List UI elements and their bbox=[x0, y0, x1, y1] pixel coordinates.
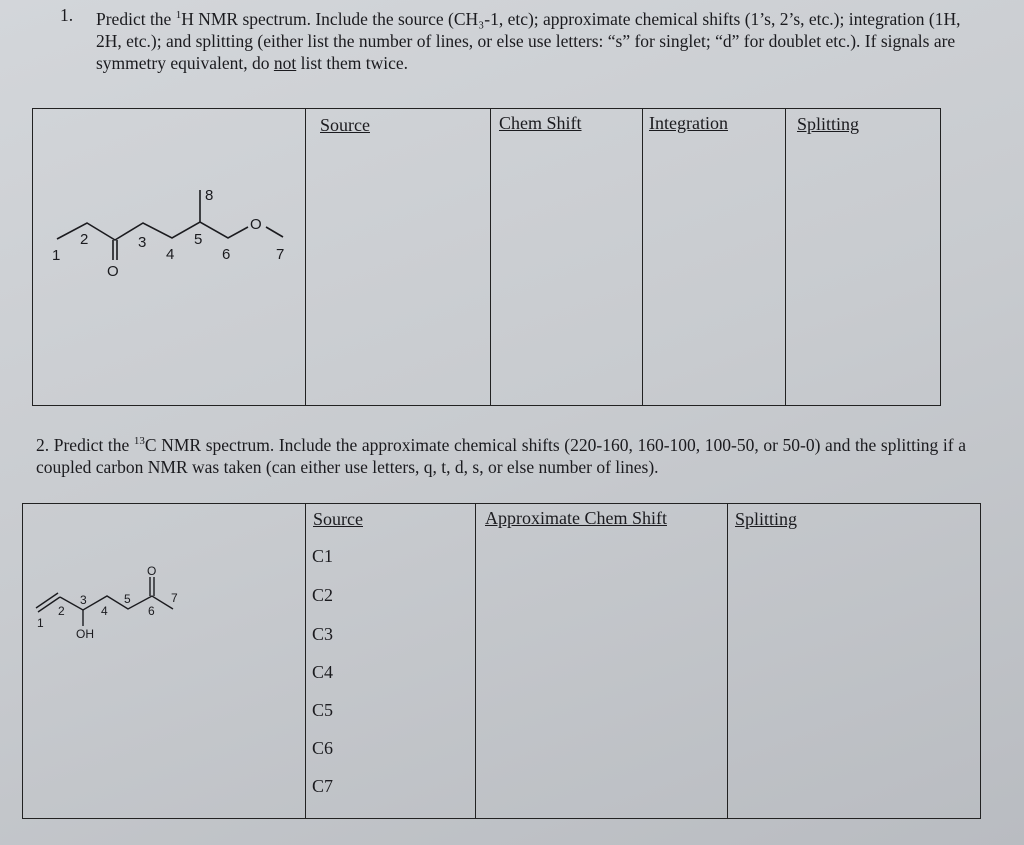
text: H NMR spectrum. Include the source (CH₃-1, etc); approximate chemical shifts (1’s, 2’s, etc.); integration (1H, 2H, etc.); and splitting (either list the number of lines, or else use letters: “s” for singlet; “d” for doublet etc.). If signals are symmetry equivalent, do bbox=[96, 8, 961, 73]
header-splitting: Splitting bbox=[797, 114, 860, 134]
carbon-label: C5 bbox=[312, 700, 334, 720]
header-source: Source bbox=[313, 509, 363, 529]
header-integration: Integration bbox=[649, 113, 728, 133]
oxygen-atom: O bbox=[107, 263, 119, 280]
carbon-label: C3 bbox=[312, 624, 334, 644]
atom-label: 7 bbox=[276, 246, 285, 263]
carbon-label: C7 bbox=[312, 776, 334, 796]
column-divider bbox=[785, 109, 786, 405]
question-2-text bbox=[36, 430, 966, 478]
atom-label: 8 bbox=[205, 187, 214, 204]
atom-label: 1 bbox=[52, 247, 61, 264]
atom-label: 5 bbox=[194, 231, 203, 248]
superscript: 1 bbox=[175, 9, 182, 21]
header-source: Source bbox=[320, 115, 370, 135]
atom-label: 6 bbox=[222, 246, 231, 263]
text: list them twice. bbox=[296, 52, 409, 73]
column-divider bbox=[305, 504, 306, 818]
carbon-label: C6 bbox=[312, 738, 334, 758]
column-divider bbox=[727, 504, 728, 818]
atom-label: 2 bbox=[58, 604, 65, 618]
atom-label: 4 bbox=[101, 604, 108, 618]
molecule-2-structure bbox=[0, 540, 220, 660]
emphasis: not bbox=[273, 52, 297, 73]
carbon-label: C4 bbox=[312, 662, 334, 682]
header-splitting: Splitting bbox=[735, 509, 798, 529]
atom-label: 3 bbox=[138, 234, 147, 251]
text: C NMR spectrum. Include the approximate chemical shifts (220-160, 160-100, 100-50, or 50-0) and the splitting if a coupled carbon NMR was taken (can either use letters, q, t, d, s, or else number of lines). bbox=[36, 434, 966, 477]
atom-label: 4 bbox=[166, 246, 175, 263]
atom-label: 1 bbox=[37, 616, 44, 630]
atom-label: 3 bbox=[80, 593, 87, 607]
molecule-1-structure bbox=[0, 0, 320, 300]
question-number: 1. bbox=[60, 5, 74, 25]
column-divider bbox=[475, 504, 476, 818]
hydroxyl-group: OH bbox=[76, 627, 94, 641]
oxygen-atom: O bbox=[147, 564, 157, 578]
superscript: 13 bbox=[133, 435, 145, 447]
column-divider bbox=[642, 109, 643, 405]
text: 2. Predict the bbox=[36, 434, 134, 455]
column-divider bbox=[490, 109, 491, 405]
header-chem-shift: Chem Shift bbox=[499, 113, 582, 133]
atom-label: 7 bbox=[171, 591, 178, 605]
carbon-label: C1 bbox=[312, 546, 334, 566]
atom-label: 6 bbox=[148, 604, 155, 618]
atom-label: 2 bbox=[80, 231, 89, 248]
carbon-label: C2 bbox=[312, 585, 334, 605]
text: Predict the bbox=[96, 8, 176, 29]
header-approx-chem-shift: Approximate Chem Shift bbox=[485, 508, 667, 528]
oxygen-atom: O bbox=[250, 216, 262, 233]
atom-label: 5 bbox=[124, 592, 131, 606]
